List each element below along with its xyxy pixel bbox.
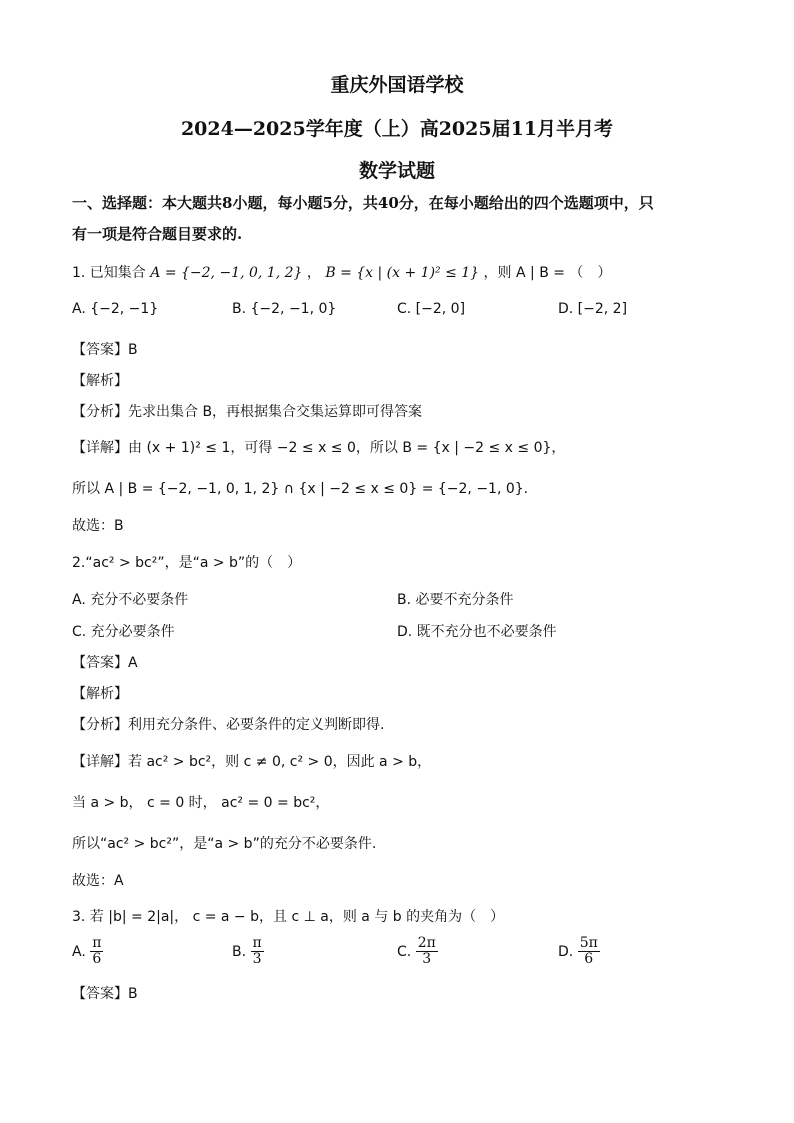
section-heading-line2: 有一项是符合题目要求的.	[72, 225, 243, 243]
q3-answer	[72, 983, 138, 1003]
q3-option-d-fraction	[578, 936, 600, 968]
q2-option-d: D. 既不充分也不必要条件	[397, 624, 557, 640]
q2-option-b: B. 必要不充分条件	[397, 592, 514, 608]
q1-analysis-tag: 【解析】	[72, 373, 128, 389]
q2-detail2: 当 a > b， c = 0 时， ac² = 0 = bc²，	[72, 795, 330, 811]
subject-title: 数学试题	[358, 160, 435, 182]
q3-answer-tag: 【答案】	[72, 986, 128, 1002]
q3-option-b-label: B.	[232, 943, 247, 960]
q3-answer-value: B	[128, 986, 138, 1002]
q1-option-b: B. {−2, −1, 0}	[232, 301, 337, 317]
q1-detail-text: 由 (x + 1)² ≤ 1，可得 −2 ≤ x ≤ 0，所以 B = {x | −2 ≤ x ≤ 0}，	[128, 440, 566, 456]
q3-option-a-label: A.	[72, 943, 86, 960]
q3-option-a-den: 6	[92, 951, 102, 968]
q1-stem	[72, 262, 611, 282]
q2-fenxi-tag: 【分析】	[72, 717, 128, 733]
q1-set-b: B = {x | (x + 1)² ≤ 1}	[325, 265, 480, 281]
q1-option-c: C. [−2, 0]	[397, 301, 466, 317]
q1-fenxi	[72, 401, 422, 421]
q2-option-a: A. 充分不必要条件	[72, 592, 189, 608]
q3-option-b	[232, 936, 264, 968]
q1-sep: ，	[306, 265, 321, 281]
q3-option-d	[558, 936, 600, 968]
q3-option-a-fraction	[90, 936, 103, 968]
q2-option-c: C. 充分必要条件	[72, 624, 175, 640]
q1-detail-tag: 【详解】	[72, 440, 128, 456]
q1-fenxi-text: 先求出集合 B，再根据集合交集运算即可得答案	[128, 404, 423, 420]
q3-option-b-num: π	[252, 935, 262, 951]
q3-option-c-fraction	[416, 936, 438, 968]
q1-set-a: A = {−2, −1, 0, 1, 2}	[150, 265, 303, 281]
q2-detail3: 所以“ac² > bc²”，是“a > b”的充分不必要条件.	[72, 836, 377, 852]
q2-answer-tag: 【答案】	[72, 655, 128, 671]
q1-choose: 故选：B	[72, 518, 124, 534]
section-heading-line1: 一、选择题：本大题共8小题，每小题5分，共40分，在每小题给出的四个选题项中，只	[72, 194, 654, 212]
q2-analysis-tag: 【解析】	[72, 686, 128, 702]
school-title: 重庆外国语学校	[330, 74, 464, 96]
q2-fenxi-text: 利用充分条件、必要条件的定义判断即得.	[128, 717, 385, 733]
q3-option-d-num: 5π	[579, 935, 598, 951]
q2-stem: 2.“ac² > bc²”，是“a > b”的（ ）	[72, 555, 302, 571]
q1-fenxi-tag: 【分析】	[72, 404, 128, 420]
q3-option-d-label: D.	[558, 943, 574, 960]
q2-detail	[72, 751, 431, 771]
q1-option-d: D. [−2, 2]	[558, 301, 628, 317]
q3-option-b-den: 3	[252, 951, 262, 968]
q1-answer	[72, 339, 138, 359]
q2-choose: 故选：A	[72, 873, 124, 889]
q1-option-a: A. {−2, −1}	[72, 301, 159, 317]
q1-answer-value: B	[128, 342, 138, 358]
q2-fenxi	[72, 714, 384, 734]
q3-option-c-label: C.	[397, 943, 412, 960]
q3-stem: 3. 若 |b| = 2|a|， c = a − b，且 c ⊥ a，则 a 与 b 的夹角为（ ）	[72, 909, 505, 925]
q3-option-c	[397, 936, 438, 968]
q3-option-c-den: 3	[422, 951, 432, 968]
q2-detail-text: 若 ac² > bc²，则 c ≠ 0, c² > 0，因此 a > b，	[128, 754, 432, 770]
q1-detail	[72, 437, 565, 457]
q3-option-c-num: 2π	[417, 935, 436, 951]
q1-stem-pre: 1. 已知集合	[72, 265, 146, 281]
q1-detail2: 所以 A | B = {−2, −1, 0, 1, 2} ∩ {x | −2 ≤ x ≤ 0} = {−2, −1, 0}.	[72, 481, 529, 497]
q2-answer-value: A	[128, 655, 138, 671]
exam-title: 2024—2025学年度（上）高2025届11月半月考	[180, 118, 614, 140]
q3-option-d-den: 6	[584, 951, 594, 968]
q1-stem-post: ，则 A | B = （ ）	[483, 265, 612, 281]
q2-answer	[72, 652, 138, 672]
q3-option-a-num: π	[92, 935, 102, 951]
q2-detail-tag: 【详解】	[72, 754, 128, 770]
q3-option-a	[72, 936, 103, 968]
q3-option-b-fraction	[251, 936, 264, 968]
q1-answer-tag: 【答案】	[72, 342, 128, 358]
